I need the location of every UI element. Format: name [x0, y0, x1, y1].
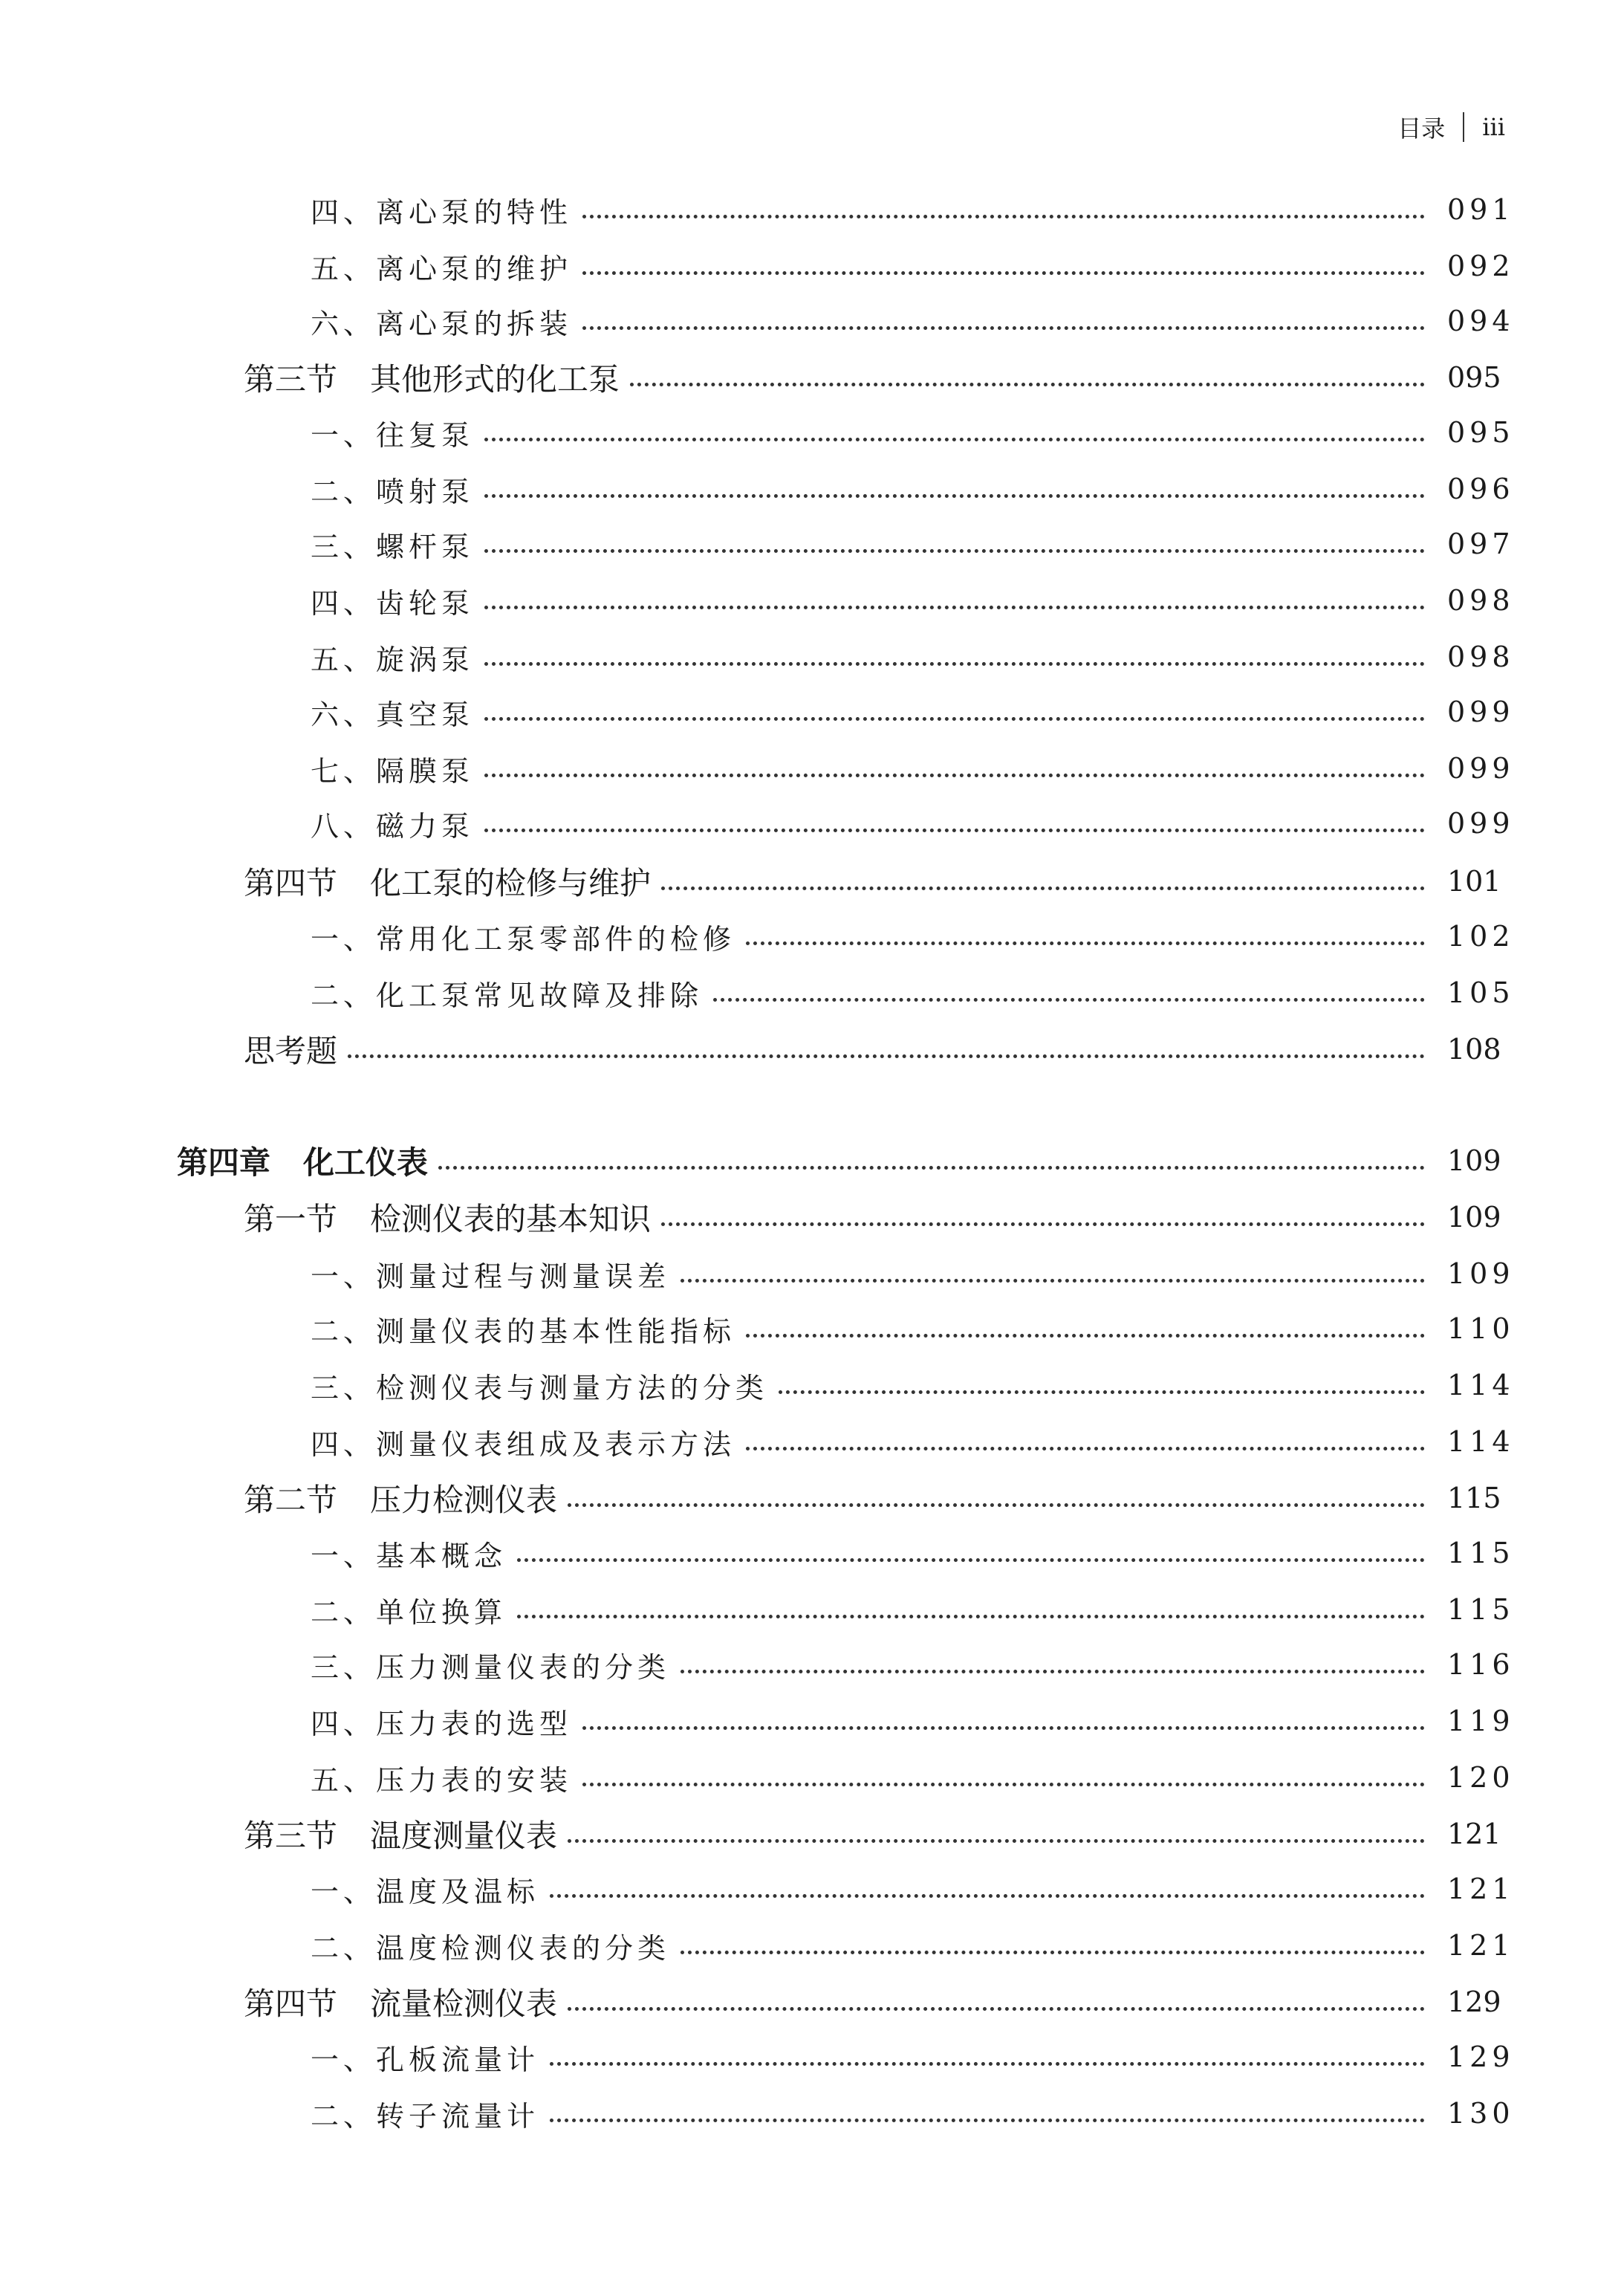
- entry-text: 三、检测仪表与测量方法的分类: [311, 1371, 769, 1404]
- toc-entry-section[interactable]: [0, 1031, 1624, 1068]
- entry-text: 四、离心泵的特性: [311, 195, 573, 229]
- toc-entry-item[interactable]: [0, 1255, 1624, 1292]
- dot-leader: [438, 1166, 1425, 1170]
- dot-leader: [681, 1670, 1425, 1673]
- toc-entry-title: [311, 1644, 681, 1685]
- toc-entry-item[interactable]: [0, 414, 1624, 451]
- toc-entry-title: [244, 1980, 568, 2024]
- toc-entry-title: [244, 1195, 661, 1239]
- toc-entry-item[interactable]: [0, 470, 1624, 508]
- section-number: 第三节: [244, 361, 338, 398]
- entry-text: 五、旋涡泵: [311, 643, 475, 676]
- entry-text: 二、转子流量计: [311, 2099, 540, 2133]
- dot-leader: [484, 774, 1425, 777]
- dot-leader: [484, 549, 1425, 553]
- toc-page-number: 095: [1447, 361, 1501, 394]
- dot-leader: [630, 383, 1425, 386]
- section-number: 第二节: [244, 1482, 338, 1518]
- entry-text: 思考题: [244, 1033, 338, 1069]
- dot-leader: [348, 1054, 1425, 1058]
- toc-entry-title: [244, 1476, 568, 1520]
- toc-entry-title: [311, 973, 713, 1014]
- dot-leader: [681, 1951, 1425, 1954]
- toc-entry-title: [311, 1925, 681, 1966]
- toc-page-number: 129: [1447, 2040, 1515, 2073]
- toc-entry-item[interactable]: [0, 1702, 1624, 1740]
- dot-leader: [582, 1783, 1425, 1786]
- toc-page-number: 094: [1447, 305, 1515, 337]
- toc-entry-title: [244, 1812, 568, 1856]
- dot-leader: [568, 1503, 1425, 1507]
- toc-page-number: 098: [1447, 584, 1515, 617]
- toc-page-number: 115: [1447, 1537, 1515, 1569]
- toc-entry-item[interactable]: [0, 974, 1624, 1011]
- header-page-number: iii: [1482, 113, 1505, 141]
- toc-entry-title: [311, 1533, 517, 1574]
- dot-leader: [484, 606, 1425, 609]
- toc-entry-title: [311, 1422, 746, 1462]
- toc-entry-section[interactable]: [0, 1199, 1624, 1236]
- dot-leader: [568, 1839, 1425, 1843]
- toc-entry-title: [244, 859, 661, 904]
- toc-entry-item[interactable]: [0, 750, 1624, 787]
- toc-entry-title: [311, 748, 484, 789]
- toc-entry-title: [311, 2037, 550, 2078]
- dot-leader: [713, 998, 1425, 1002]
- toc-entry-section[interactable]: [0, 1815, 1624, 1852]
- toc-entry-item[interactable]: [0, 302, 1624, 340]
- entry-text: 一、基本概念: [311, 1539, 507, 1572]
- toc-entry-item[interactable]: [0, 1927, 1624, 1964]
- dot-leader: [582, 326, 1425, 330]
- dot-leader: [484, 494, 1425, 498]
- dot-leader: [746, 1334, 1425, 1338]
- toc-page-number: 109: [1447, 1257, 1515, 1290]
- entry-text: 化工仪表: [303, 1144, 429, 1181]
- toc-entry-item[interactable]: [0, 1310, 1624, 1347]
- toc-entry-item[interactable]: [0, 191, 1624, 228]
- toc-entry-title: [311, 1701, 582, 1742]
- section-number: 第三节: [244, 1818, 338, 1854]
- entry-text: 一、孔板流量计: [311, 2043, 540, 2076]
- entry-text: 一、常用化工泵零部件的检修: [311, 922, 736, 956]
- toc-entry-item[interactable]: [0, 1759, 1624, 1796]
- dot-leader: [550, 2062, 1425, 2066]
- toc-page-number: 099: [1447, 807, 1515, 840]
- toc-page-number: 099: [1447, 696, 1515, 728]
- dot-leader: [582, 215, 1425, 218]
- toc-entry-title: [311, 412, 484, 453]
- toc-entry-item[interactable]: [0, 2038, 1624, 2075]
- toc-entry-title: [244, 1027, 348, 1072]
- toc-entry-item[interactable]: [0, 247, 1624, 285]
- toc-entry-item[interactable]: [0, 693, 1624, 730]
- toc-entry-item[interactable]: [0, 525, 1624, 563]
- toc-entry-section[interactable]: [0, 1479, 1624, 1517]
- toc-entry-title: [311, 1589, 517, 1630]
- entry-text: 五、压力表的安装: [311, 1763, 573, 1797]
- toc-entry-title: [311, 692, 484, 733]
- entry-text: 三、压力测量仪表的分类: [311, 1650, 671, 1684]
- toc-entry-chapter[interactable]: [0, 1142, 1624, 1179]
- entry-text: 一、测量过程与测量误差: [311, 1260, 671, 1293]
- entry-text: 二、测量仪表的基本性能指标: [311, 1315, 736, 1348]
- entry-text: 六、真空泵: [311, 698, 475, 731]
- entry-text: 四、测量仪表组成及表示方法: [311, 1427, 736, 1461]
- dot-leader: [582, 1726, 1425, 1730]
- toc-page-number: 091: [1447, 193, 1515, 226]
- toc-page-number: 095: [1447, 416, 1515, 449]
- toc-entry-title: [311, 637, 484, 678]
- toc-entry-item[interactable]: [0, 1591, 1624, 1628]
- entry-text: 二、化工泵常见故障及排除: [311, 979, 704, 1012]
- toc-entry-section[interactable]: [0, 1983, 1624, 2020]
- toc-entry-title: [311, 189, 582, 230]
- dot-leader: [550, 2119, 1425, 2122]
- toc-entry-title: [311, 803, 484, 844]
- toc-entry-title: [244, 355, 630, 400]
- toc-entry-item[interactable]: [0, 582, 1624, 619]
- entry-text: 四、压力表的选型: [311, 1707, 573, 1740]
- dot-leader: [484, 717, 1425, 721]
- toc-page-number: 114: [1447, 1425, 1515, 1458]
- toc-page-number: 120: [1447, 1761, 1515, 1794]
- toc-entry-title: [311, 580, 484, 621]
- dot-leader: [681, 1279, 1425, 1283]
- toc-page-number: 101: [1447, 865, 1501, 898]
- dot-leader: [568, 2007, 1425, 2011]
- toc-entry-title: [311, 469, 484, 510]
- entry-text: 四、齿轮泵: [311, 586, 475, 620]
- toc-page-number: 099: [1447, 752, 1515, 785]
- toc-page-number: 121: [1447, 1873, 1515, 1905]
- entry-text: 化工泵的检修与维护: [370, 865, 652, 901]
- toc-entry-title: [311, 916, 746, 957]
- toc-entry-title: [311, 524, 484, 565]
- toc-entry-item[interactable]: [0, 1646, 1624, 1683]
- toc-page-number: 116: [1447, 1648, 1515, 1681]
- toc-entry-item[interactable]: [0, 638, 1624, 675]
- entry-text: 三、螺杆泵: [311, 530, 475, 563]
- toc-page-number: 121: [1447, 1818, 1501, 1850]
- toc-entry-item[interactable]: [0, 805, 1624, 842]
- entry-text: 二、喷射泵: [311, 475, 475, 508]
- entry-text: 温度测量仪表: [370, 1818, 558, 1854]
- dot-leader: [517, 1558, 1425, 1562]
- toc-entry-section[interactable]: [0, 359, 1624, 396]
- toc-page-number: 105: [1447, 976, 1515, 1009]
- toc-page-number: 096: [1447, 473, 1515, 505]
- toc-entry-item[interactable]: [0, 2095, 1624, 2132]
- section-number: 第一节: [244, 1201, 338, 1237]
- entry-text: 六、离心泵的拆装: [311, 307, 573, 340]
- dot-leader: [779, 1390, 1425, 1394]
- dot-leader: [661, 1222, 1425, 1226]
- toc-entry-item[interactable]: [0, 1534, 1624, 1572]
- toc-entry-title: [311, 1309, 746, 1349]
- toc-entry-title: [311, 1365, 779, 1406]
- dot-leader: [484, 662, 1425, 666]
- toc-page-number: 109: [1447, 1201, 1501, 1234]
- header-label: 目录: [1397, 114, 1446, 143]
- entry-text: 二、单位换算: [311, 1595, 507, 1629]
- entry-text: 一、往复泵: [311, 418, 475, 452]
- toc-page-number: 115: [1447, 1482, 1501, 1514]
- dot-leader: [484, 829, 1425, 832]
- dot-leader: [746, 941, 1425, 945]
- toc-page-number: 130: [1447, 2097, 1515, 2130]
- entry-text: 检测仪表的基本知识: [370, 1201, 652, 1237]
- entry-text: 七、隔膜泵: [311, 754, 475, 788]
- toc-page-number: 108: [1447, 1033, 1501, 1066]
- toc-page-number: 110: [1447, 1312, 1515, 1345]
- toc-entry-item[interactable]: [0, 1423, 1624, 1460]
- toc-entry-title: [311, 1757, 582, 1798]
- toc-page-number: 119: [1447, 1705, 1515, 1737]
- toc-entry-title: [311, 301, 582, 342]
- dot-leader: [550, 1894, 1425, 1898]
- toc-page-number: 102: [1447, 920, 1515, 953]
- entry-text: 一、温度及温标: [311, 1875, 540, 1908]
- toc-entry-title: [177, 1138, 438, 1183]
- toc-page-number: 129: [1447, 1986, 1501, 2018]
- dot-leader: [517, 1615, 1425, 1618]
- dot-leader: [484, 438, 1425, 441]
- toc-page-number: 115: [1447, 1593, 1515, 1626]
- toc-page-number: 121: [1447, 1929, 1515, 1962]
- toc-entry-title: [311, 1869, 550, 1910]
- toc-page-number: 098: [1447, 641, 1515, 673]
- toc-entry-title: [311, 246, 582, 287]
- section-number: 第四节: [244, 1986, 338, 2022]
- toc-entry-item[interactable]: [0, 1870, 1624, 1907]
- dot-leader: [582, 271, 1425, 275]
- toc-page-number: 092: [1447, 250, 1515, 282]
- entry-text: 其他形式的化工泵: [370, 361, 620, 398]
- toc-entry-title: [311, 1254, 681, 1294]
- entry-text: 五、离心泵的维护: [311, 252, 573, 285]
- toc-page-number: 109: [1447, 1144, 1501, 1177]
- dot-leader: [661, 886, 1425, 890]
- toc-page-number: 097: [1447, 528, 1515, 560]
- section-number: 第四节: [244, 865, 338, 901]
- entry-text: 流量检测仪表: [370, 1986, 558, 2022]
- entry-text: 二、温度检测仪表的分类: [311, 1931, 671, 1965]
- toc-entry-title: [311, 2093, 550, 2134]
- entry-text: 压力检测仪表: [370, 1482, 558, 1518]
- chapter-number: 第四章: [177, 1144, 271, 1181]
- toc-entry-item[interactable]: [0, 918, 1624, 955]
- dot-leader: [746, 1447, 1425, 1450]
- toc-entry-item[interactable]: [0, 1367, 1624, 1404]
- toc-entry-section[interactable]: [0, 863, 1624, 900]
- toc-page-number: 114: [1447, 1369, 1515, 1401]
- entry-text: 八、磁力泵: [311, 809, 475, 843]
